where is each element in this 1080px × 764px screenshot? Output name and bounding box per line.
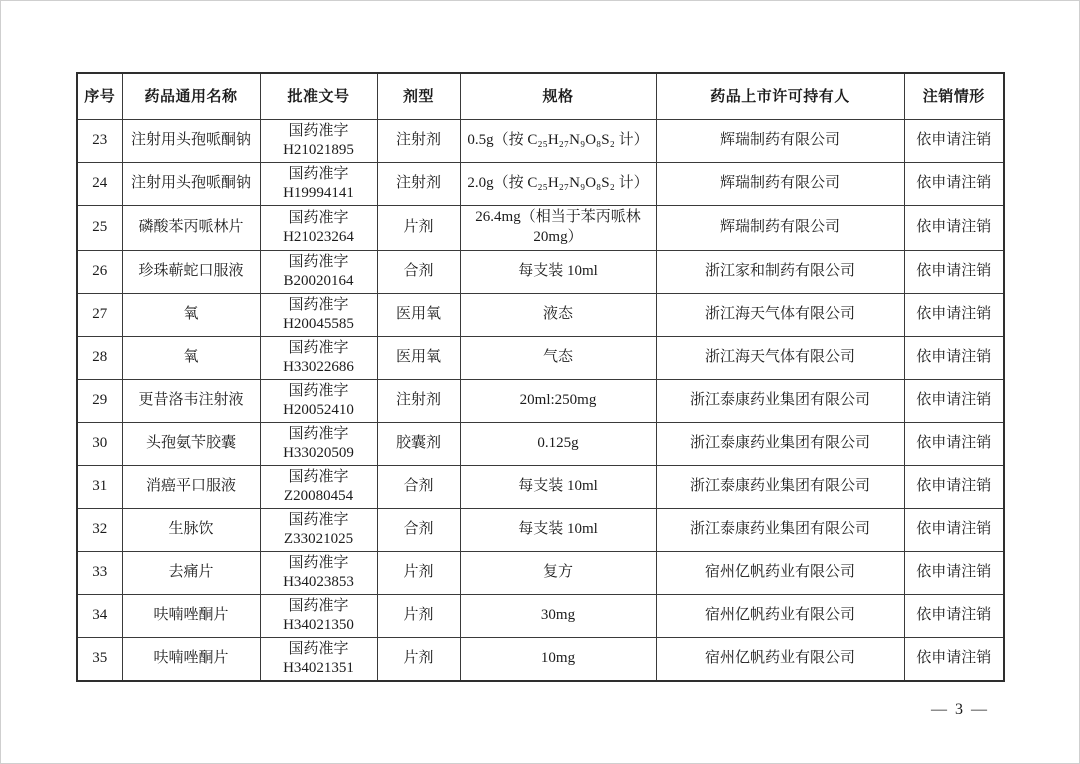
cell-specification: 10mg <box>460 637 656 681</box>
cell-license-holder: 辉瑞制药有限公司 <box>656 163 904 206</box>
header-license-holder: 药品上市许可持有人 <box>656 73 904 120</box>
approval-code: H20045585 <box>283 315 354 332</box>
cell-serial-number: 31 <box>77 465 122 508</box>
cell-license-holder: 辉瑞制药有限公司 <box>656 206 904 251</box>
table-row <box>77 379 1004 422</box>
cell-license-holder: 宿州亿帆药业有限公司 <box>656 551 904 594</box>
approval-code: Z33021025 <box>283 530 354 547</box>
approval-prefix: 国药准字 <box>288 640 349 657</box>
approval-code: Z20080454 <box>283 487 354 504</box>
cell-drug-name: 生脉饮 <box>122 508 260 551</box>
approval-code: H20052410 <box>283 401 354 418</box>
cell-approval-number <box>260 551 377 594</box>
table-row <box>77 637 1004 681</box>
cell-drug-name: 珍珠蕲蛇口服液 <box>122 250 260 293</box>
cell-license-holder: 宿州亿帆药业有限公司 <box>656 637 904 681</box>
cell-dosage-form: 合剂 <box>377 508 460 551</box>
cell-approval-number <box>260 379 377 422</box>
drug-cancellation-table <box>76 72 1005 682</box>
cell-approval-number <box>260 206 377 251</box>
approval-code: H21021895 <box>283 142 354 158</box>
approval-code: H34021351 <box>283 659 354 676</box>
cell-dosage-form: 注射剂 <box>377 163 460 206</box>
cell-drug-name: 消癌平口服液 <box>122 465 260 508</box>
cell-specification: 0.5g（按 C₂₅H₂₇N₉O₈S₂ 计） <box>460 120 656 163</box>
cell-approval-number <box>260 594 377 637</box>
cell-specification: 每支装 10ml <box>460 465 656 508</box>
approval-code: H33020509 <box>283 444 354 461</box>
cell-serial-number: 32 <box>77 508 122 551</box>
approval-prefix: 国药准字 <box>288 296 349 313</box>
cell-dosage-form: 合剂 <box>377 465 460 508</box>
cell-specification: 30mg <box>460 594 656 637</box>
table-row <box>77 422 1004 465</box>
table-row <box>77 551 1004 594</box>
cell-drug-name: 磷酸苯丙哌林片 <box>122 206 260 251</box>
cell-dosage-form: 片剂 <box>377 637 460 681</box>
cell-specification: 2.0g（按 C₂₅H₂₇N₉O₈S₂ 计） <box>460 163 656 206</box>
cell-specification: 气态 <box>460 336 656 379</box>
cell-approval-number <box>260 422 377 465</box>
cell-approval-number <box>260 336 377 379</box>
table-row <box>77 594 1004 637</box>
cell-drug-name: 去痛片 <box>122 551 260 594</box>
cell-cancellation-status: 依申请注销 <box>904 206 1004 251</box>
cell-drug-name: 呋喃唑酮片 <box>122 637 260 681</box>
cell-license-holder: 浙江泰康药业集团有限公司 <box>656 508 904 551</box>
cell-license-holder: 浙江家和制药有限公司 <box>656 250 904 293</box>
cell-serial-number: 27 <box>77 293 122 336</box>
cell-dosage-form: 注射剂 <box>377 120 460 163</box>
approval-prefix: 国药准字 <box>288 123 349 139</box>
cell-serial-number: 35 <box>77 637 122 681</box>
cell-cancellation-status: 依申请注销 <box>904 508 1004 551</box>
cell-serial-number: 33 <box>77 551 122 594</box>
cell-dosage-form: 胶囊剂 <box>377 422 460 465</box>
approval-code: H33022686 <box>283 358 354 375</box>
table-row <box>77 336 1004 379</box>
cell-license-holder: 辉瑞制药有限公司 <box>656 120 904 163</box>
cell-cancellation-status: 依申请注销 <box>904 465 1004 508</box>
table-row <box>77 206 1004 251</box>
table-row <box>77 293 1004 336</box>
header-dosage-form: 剂型 <box>377 73 460 120</box>
cell-dosage-form: 合剂 <box>377 250 460 293</box>
cell-serial-number: 29 <box>77 379 122 422</box>
cell-specification: 0.125g <box>460 422 656 465</box>
cell-cancellation-status: 依申请注销 <box>904 336 1004 379</box>
header-specification: 规格 <box>460 73 656 120</box>
cell-cancellation-status: 依申请注销 <box>904 422 1004 465</box>
table-row <box>77 250 1004 293</box>
cell-cancellation-status: 依申请注销 <box>904 379 1004 422</box>
approval-prefix: 国药准字 <box>288 597 349 614</box>
cell-approval-number <box>260 163 377 206</box>
cell-dosage-form: 医用氧 <box>377 336 460 379</box>
cell-specification: 每支装 10ml <box>460 250 656 293</box>
cell-drug-name: 更昔洛韦注射液 <box>122 379 260 422</box>
cell-specification: 复方 <box>460 551 656 594</box>
cell-license-holder: 浙江泰康药业集团有限公司 <box>656 465 904 508</box>
header-serial-number: 序号 <box>77 73 122 120</box>
cell-approval-number <box>260 508 377 551</box>
cell-license-holder: 浙江海天气体有限公司 <box>656 293 904 336</box>
cell-license-holder: 宿州亿帆药业有限公司 <box>656 594 904 637</box>
cell-cancellation-status: 依申请注销 <box>904 250 1004 293</box>
cell-dosage-form: 片剂 <box>377 594 460 637</box>
cell-serial-number: 30 <box>77 422 122 465</box>
table-row <box>77 508 1004 551</box>
approval-prefix: 国药准字 <box>288 166 349 182</box>
approval-prefix: 国药准字 <box>288 339 349 356</box>
cell-serial-number: 23 <box>77 120 122 163</box>
cell-cancellation-status: 依申请注销 <box>904 551 1004 594</box>
header-cancellation-status: 注销情形 <box>904 73 1004 120</box>
cell-dosage-form: 片剂 <box>377 206 460 251</box>
approval-code: H34021350 <box>283 616 354 633</box>
table-row <box>77 120 1004 163</box>
cell-specification: 每支装 10ml <box>460 508 656 551</box>
cell-approval-number <box>260 465 377 508</box>
cell-specification: 液态 <box>460 293 656 336</box>
cell-license-holder: 浙江泰康药业集团有限公司 <box>656 422 904 465</box>
approval-code: H19994141 <box>283 185 354 201</box>
approval-code: H21023264 <box>283 228 354 245</box>
header-drug-name: 药品通用名称 <box>122 73 260 120</box>
page-number: — 3 — <box>931 701 987 718</box>
approval-prefix: 国药准字 <box>288 511 349 528</box>
table-body <box>77 120 1004 681</box>
approval-prefix: 国药准字 <box>288 425 349 442</box>
cell-dosage-form: 片剂 <box>377 551 460 594</box>
cell-dosage-form: 医用氧 <box>377 293 460 336</box>
approval-code: H34023853 <box>283 573 354 590</box>
approval-prefix: 国药准字 <box>288 209 349 226</box>
approval-code: B20020164 <box>283 272 354 289</box>
cell-license-holder: 浙江海天气体有限公司 <box>656 336 904 379</box>
cell-cancellation-status: 依申请注销 <box>904 293 1004 336</box>
cell-drug-name: 氧 <box>122 336 260 379</box>
cell-approval-number <box>260 250 377 293</box>
cell-cancellation-status: 依申请注销 <box>904 163 1004 206</box>
table-row <box>77 465 1004 508</box>
cell-approval-number <box>260 293 377 336</box>
cell-drug-name: 注射用头孢哌酮钠 <box>122 163 260 206</box>
cell-approval-number <box>260 637 377 681</box>
cell-serial-number: 34 <box>77 594 122 637</box>
cell-drug-name: 注射用头孢哌酮钠 <box>122 120 260 163</box>
approval-prefix: 国药准字 <box>288 554 349 571</box>
cell-serial-number: 24 <box>77 163 122 206</box>
table-header-row <box>77 73 1004 120</box>
cell-serial-number: 28 <box>77 336 122 379</box>
approval-prefix: 国药准字 <box>288 468 349 485</box>
cell-specification: 20ml:250mg <box>460 379 656 422</box>
cell-cancellation-status: 依申请注销 <box>904 120 1004 163</box>
cell-serial-number: 25 <box>77 206 122 251</box>
cell-dosage-form: 注射剂 <box>377 379 460 422</box>
cell-specification: 26.4mg（相当于苯丙哌林 20mg） <box>460 206 656 251</box>
approval-prefix: 国药准字 <box>288 382 349 399</box>
cell-drug-name: 头孢氨苄胶囊 <box>122 422 260 465</box>
cell-drug-name: 呋喃唑酮片 <box>122 594 260 637</box>
cell-cancellation-status: 依申请注销 <box>904 637 1004 681</box>
cell-approval-number <box>260 120 377 163</box>
cell-drug-name: 氧 <box>122 293 260 336</box>
cell-serial-number: 26 <box>77 250 122 293</box>
table-row <box>77 163 1004 206</box>
cell-cancellation-status: 依申请注销 <box>904 594 1004 637</box>
header-approval-number: 批准文号 <box>260 73 377 120</box>
cell-license-holder: 浙江泰康药业集团有限公司 <box>656 379 904 422</box>
approval-prefix: 国药准字 <box>288 253 349 270</box>
